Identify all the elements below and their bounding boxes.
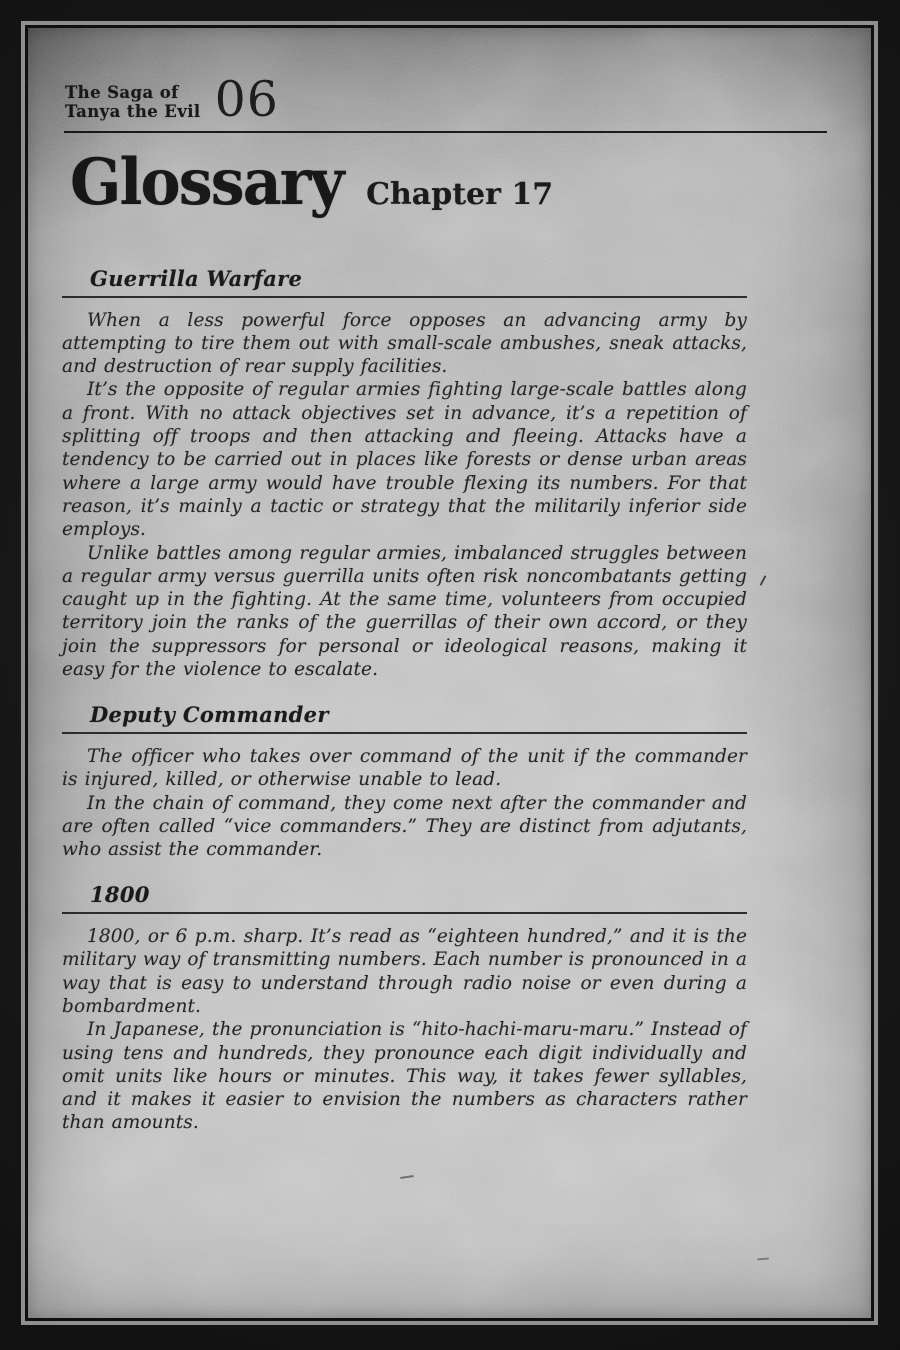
scan-scratch <box>400 1175 414 1179</box>
paragraph: Unlike battles among regular armies, imbalanced struggles between a regular army versus guerrilla units often risk noncombatants getting caught up in the fighting. At the same time, volunteers from occupied territory join the ranks of the guerrillas of their own accord, or they join the suppressors for personal or ideological reasons, making it easy for the violence to escalate. <box>62 542 747 681</box>
title-row <box>70 147 871 219</box>
paragraph: The officer who takes over command of the unit if the commander is injured, killed, or otherwise unable to lead. <box>62 745 747 791</box>
section-heading: Deputy Commander <box>90 702 329 728</box>
section-rule <box>62 296 747 298</box>
volume-number: 06 <box>214 71 279 128</box>
series-title-line2: Tanya the Evil <box>65 102 201 121</box>
section-guerrilla-warfare <box>62 267 747 681</box>
series-logo <box>65 71 871 128</box>
section-1800 <box>62 883 747 1134</box>
glossary-content <box>62 267 747 1135</box>
glossary-page <box>25 25 874 1321</box>
section-body <box>62 925 747 1135</box>
section-body <box>62 309 747 682</box>
section-body <box>62 745 747 861</box>
section-rule <box>62 732 747 734</box>
paragraph: 1800, or 6 p.m. sharp. It’s read as “eighteen hundred,” and it is the military way of transmitting numbers. Each number is pronounced in a way that is easy to understand through radio noise or even during a bombardment. <box>62 926 748 1017</box>
paragraph: In the chain of command, they come next after the commander and are often called “vice commanders.” They are distinct from adjutants, who assist the commander. <box>62 792 747 861</box>
header-rule <box>64 131 827 133</box>
paragraph: It’s the opposite of regular armies fighting large-scale battles along a front. With no attack objectives set in advance, it’s a repetition of splitting off troops and then attacking and fleeing. Attacks have a tendency to be carried out in places like forests or dense urban areas where a large army would have trouble flexing its numbers. For that reason, it’s mainly a tactic or strategy that the militarily inferior side employs. <box>62 379 747 541</box>
series-title <box>65 83 201 122</box>
page-title: Glossary <box>70 145 343 220</box>
paragraph: In Japanese, the pronunciation is “hito-hachi-maru-maru.” Instead of using tens and hundreds, they pronounce each digit individually and omit units like hours or minutes. This way, it takes fewer syllables, and it makes it easier to envision the numbers as characters rather than amounts. <box>62 1019 747 1134</box>
section-heading: Guerrilla Warfare <box>90 266 303 291</box>
scan-scratch <box>757 1257 769 1260</box>
section-heading: 1800 <box>90 882 150 908</box>
paragraph: When a less powerful force opposes an advancing army by attempting to tire them out with small-scale ambushes, sneak attacks, and destruction of rear supply facilities. <box>62 309 747 378</box>
page-content <box>28 28 871 1135</box>
section-rule <box>62 912 747 914</box>
chapter-label: Chapter 17 <box>366 177 554 212</box>
series-title-line1: The Saga of <box>65 82 179 102</box>
section-deputy-commander <box>62 703 747 861</box>
